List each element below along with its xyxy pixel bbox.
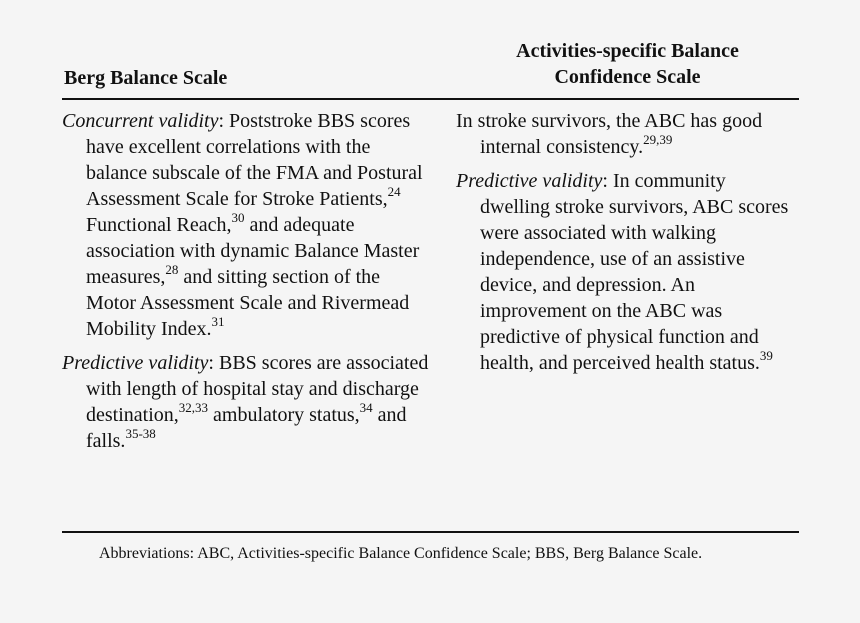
abbreviations-footnote: Abbreviations: ABC, Activities-specific Balance Confidence Scale; BBS, Berg Balance Scale. xyxy=(99,545,703,562)
top-rule xyxy=(62,98,799,100)
berg-concurrent-validity: Concurrent validity: Poststroke BBS scores have excellent correlations with the balance subscale of the FMA and Postural Assessment Scale for Stroke Patients,$^{24}$ Functional Reach,$^{30}$ and adequate association with dynamic Balance Master measures,$^{28}$ and sitting section of the Motor Assessment Scale and Rivermead Mobility Index.$^{31}$ xyxy=(62,110,423,340)
header-berg-balance-scale: Berg Balance Scale xyxy=(64,67,228,89)
header-abc-line1: Activities-specific Balance xyxy=(516,40,739,62)
abc-internal-consistency: In stroke survivors, the ABC has good internal consistency.$^{29,39}$ xyxy=(456,110,763,158)
header-abc-scale xyxy=(456,38,799,90)
label-predictive-validity: Predictive validity xyxy=(456,170,603,192)
header-abc-line2: Confidence Scale xyxy=(554,66,701,88)
table-header xyxy=(62,38,799,98)
berg-column xyxy=(62,108,432,454)
table-page xyxy=(62,0,799,623)
label-concurrent-validity: Concurrent validity xyxy=(62,110,219,132)
berg-predictive-validity: Predictive validity: BBS scores are associated with length of hospital stay and discharge destination,$^{32,33}$ ambulatory status,$^{34}$ and falls.$^{35-38}$ xyxy=(62,352,429,452)
bottom-rule xyxy=(62,531,799,533)
abc-column xyxy=(456,108,799,376)
abc-predictive-validity: Predictive validity: In community dwelling stroke survivors, ABC scores were associated with walking independence, use of an assistive device, and depression. An improvement on the ABC was predictive of physical function and health, and perceived health status.$^{39}$ xyxy=(456,170,789,374)
label-predictive-validity: Predictive validity xyxy=(62,352,209,374)
